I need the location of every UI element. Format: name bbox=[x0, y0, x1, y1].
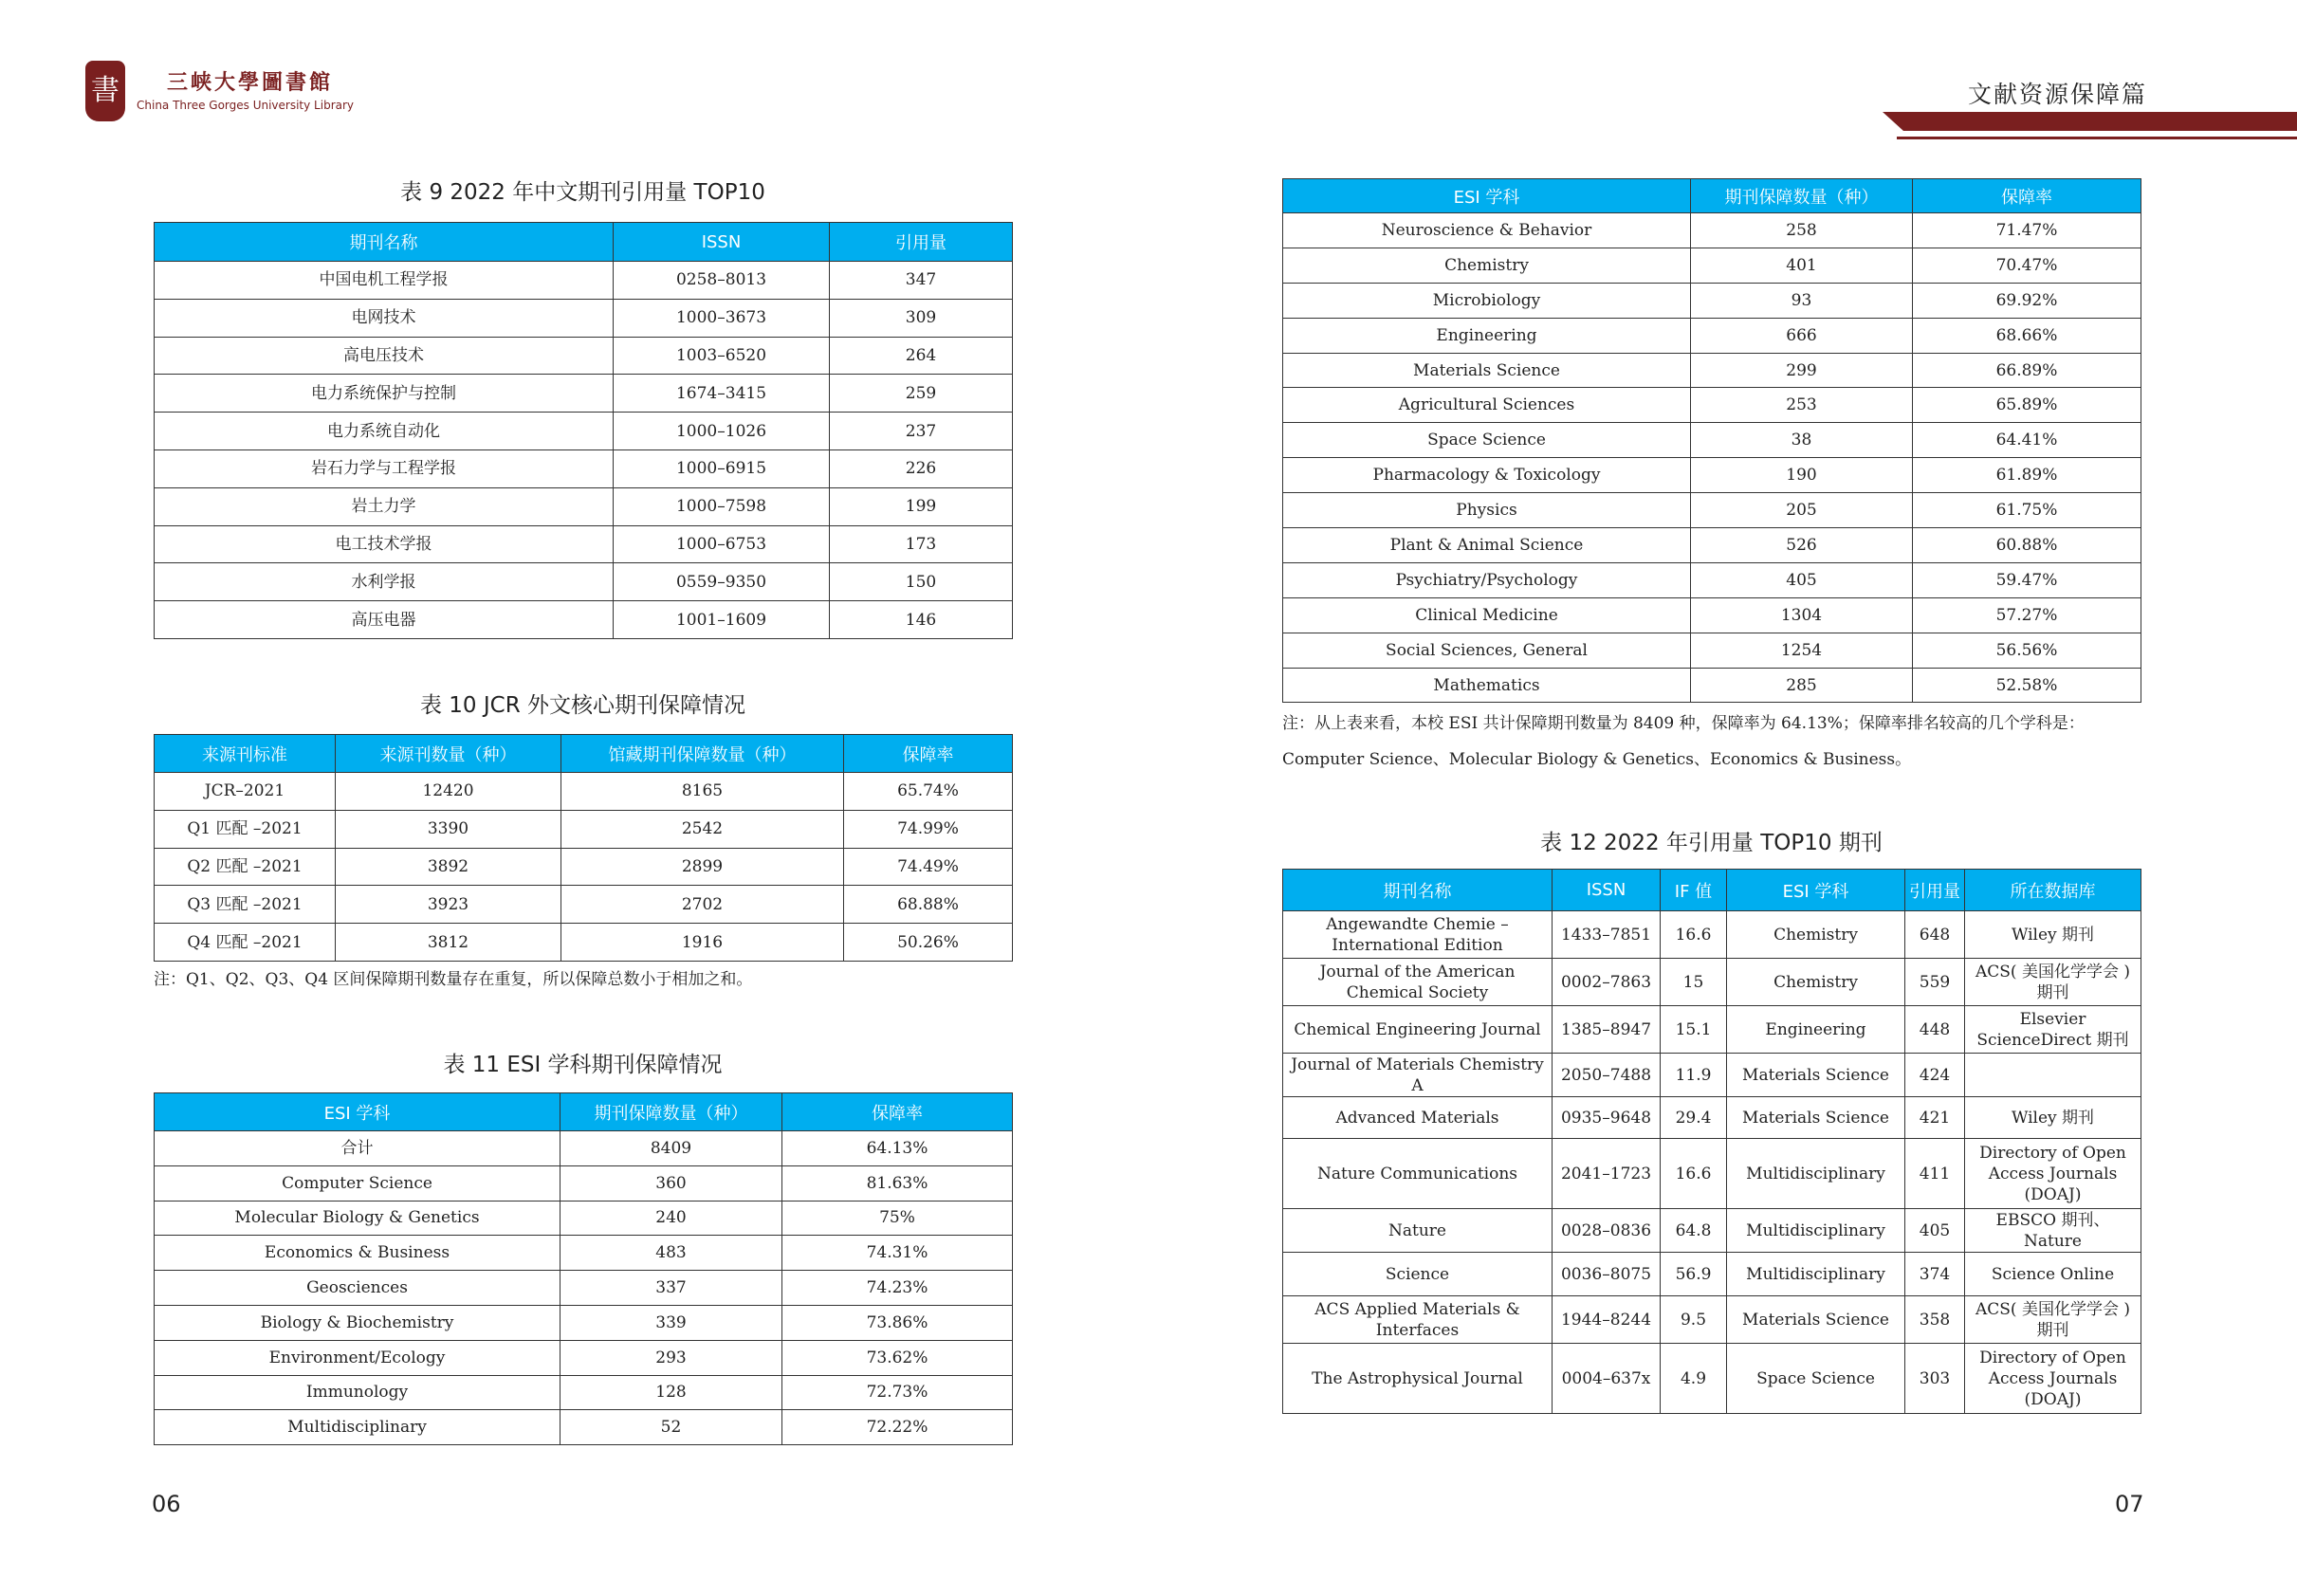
column-header: ISSN bbox=[1553, 870, 1661, 911]
table-cell: 68.66% bbox=[1913, 318, 2141, 353]
table-cell: 2899 bbox=[561, 848, 844, 886]
table-cell: 74.23% bbox=[782, 1271, 1013, 1306]
table-cell: 73.62% bbox=[782, 1340, 1013, 1375]
table-cell: Multidisciplinary bbox=[1727, 1253, 1905, 1296]
table-cell: 0935–9648 bbox=[1553, 1097, 1661, 1139]
table-cell: 1254 bbox=[1691, 633, 1913, 668]
table-cell: Directory of Open Access Journals (DOAJ) bbox=[1965, 1344, 2141, 1414]
table-row bbox=[1283, 528, 2141, 563]
table-cell: Wiley 期刊 bbox=[1965, 1097, 2141, 1139]
table-cell: 15 bbox=[1661, 959, 1727, 1006]
table-cell: 1000–7598 bbox=[614, 487, 830, 525]
table-cell: 253 bbox=[1691, 388, 1913, 423]
table-cell: 50.26% bbox=[844, 924, 1013, 962]
table-row bbox=[1283, 318, 2141, 353]
table-cell: 293 bbox=[560, 1340, 782, 1375]
table-row bbox=[155, 1271, 1013, 1306]
table-cell: 60.88% bbox=[1913, 528, 2141, 563]
table-cell: ACS( 美国化学学会 ) 期刊 bbox=[1965, 1296, 2141, 1344]
table-cell: 146 bbox=[830, 601, 1013, 639]
table-cell: Q4 匹配 –2021 bbox=[155, 924, 336, 962]
table-row bbox=[155, 886, 1013, 924]
table-row bbox=[155, 1410, 1013, 1445]
table-cell: 66.89% bbox=[1913, 353, 2141, 388]
table-cell: Chemical Engineering Journal bbox=[1283, 1006, 1553, 1054]
table-cell: EBSCO 期刊、Nature bbox=[1965, 1209, 2141, 1253]
table-row bbox=[1283, 1054, 2141, 1097]
column-header: 期刊保障数量（种） bbox=[1691, 179, 1913, 213]
table-cell: 3923 bbox=[336, 886, 561, 924]
table-cell: 中国电机工程学报 bbox=[155, 262, 614, 300]
table-cell: 4.9 bbox=[1661, 1344, 1727, 1414]
table-cell: 1916 bbox=[561, 924, 844, 962]
table-cell: Plant & Animal Science bbox=[1283, 528, 1691, 563]
column-header: 来源刊数量（种） bbox=[336, 735, 561, 773]
table-row bbox=[1283, 458, 2141, 493]
table-cell: 0004–637x bbox=[1553, 1344, 1661, 1414]
table-row bbox=[1283, 668, 2141, 703]
table-cell: 264 bbox=[830, 337, 1013, 375]
table-cell: 128 bbox=[560, 1375, 782, 1410]
table-cell: 69.92% bbox=[1913, 283, 2141, 318]
table-cell: 648 bbox=[1905, 911, 1965, 959]
table-11-caption: 表 11 ESI 学科期刊保障情况 bbox=[443, 1053, 723, 1077]
table-row bbox=[155, 810, 1013, 848]
table-cell: Journal of the American Chemical Society bbox=[1283, 959, 1553, 1006]
table-row bbox=[1283, 1253, 2141, 1296]
table-10-note: 注：Q1、Q2、Q3、Q4 区间保障期刊数量存在重复，所以保障总数小于相加之和。 bbox=[154, 970, 753, 989]
table-cell: 61.89% bbox=[1913, 458, 2141, 493]
table-row bbox=[1283, 1097, 2141, 1139]
column-header: 期刊名称 bbox=[155, 223, 614, 262]
table-cell: 56.56% bbox=[1913, 633, 2141, 668]
table-cell: 0036–8075 bbox=[1553, 1253, 1661, 1296]
table-cell bbox=[1965, 1054, 2141, 1097]
table-cell: 1944–8244 bbox=[1553, 1296, 1661, 1344]
logo-chinese-name: 三峡大學圖書館 bbox=[167, 70, 334, 95]
header-accent-line bbox=[1897, 137, 2297, 139]
table-cell: Materials Science bbox=[1283, 353, 1691, 388]
table-cell: 8165 bbox=[561, 773, 844, 811]
table-cell: 64.41% bbox=[1913, 423, 2141, 458]
column-header: 来源刊标准 bbox=[155, 735, 336, 773]
table-cell: 347 bbox=[830, 262, 1013, 300]
column-header: IF 值 bbox=[1661, 870, 1727, 911]
table-cell: 高电压技术 bbox=[155, 337, 614, 375]
table-row bbox=[155, 601, 1013, 639]
table-row bbox=[155, 1201, 1013, 1236]
table-row bbox=[155, 773, 1013, 811]
table-cell: 0028–0836 bbox=[1553, 1209, 1661, 1253]
table-cell: 237 bbox=[830, 413, 1013, 450]
table-cell: Mathematics bbox=[1283, 668, 1691, 703]
table-header-row bbox=[1283, 870, 2141, 911]
table-cell: 56.9 bbox=[1661, 1253, 1727, 1296]
table-row bbox=[1283, 959, 2141, 1006]
table-cell: ACS( 美国化学学会 ) 期刊 bbox=[1965, 959, 2141, 1006]
table-cell: 405 bbox=[1691, 562, 1913, 597]
table-cell: 水利学报 bbox=[155, 563, 614, 601]
table-cell: 2542 bbox=[561, 810, 844, 848]
table-cell: 258 bbox=[1691, 213, 1913, 248]
column-header: 所在数据库 bbox=[1965, 870, 2141, 911]
table-row bbox=[1283, 353, 2141, 388]
table-cell: 16.6 bbox=[1661, 1139, 1727, 1209]
table-row bbox=[155, 525, 1013, 563]
column-header: 引用量 bbox=[830, 223, 1013, 262]
table-row bbox=[155, 563, 1013, 601]
table-cell: 0559–9350 bbox=[614, 563, 830, 601]
table-cell: 71.47% bbox=[1913, 213, 2141, 248]
table-row bbox=[155, 848, 1013, 886]
table-cell: 358 bbox=[1905, 1296, 1965, 1344]
table-cell: 285 bbox=[1691, 668, 1913, 703]
table-cell: 73.86% bbox=[782, 1305, 1013, 1340]
table-row bbox=[1283, 283, 2141, 318]
table-cell: Q2 匹配 –2021 bbox=[155, 848, 336, 886]
table-cell: Biology & Biochemistry bbox=[155, 1305, 560, 1340]
table-row bbox=[1283, 1209, 2141, 1253]
table-cell: Nature Communications bbox=[1283, 1139, 1553, 1209]
table-cell: 1003–6520 bbox=[614, 337, 830, 375]
table-cell: 240 bbox=[560, 1201, 782, 1236]
table-cell: 483 bbox=[560, 1236, 782, 1271]
table-cell: 2050–7488 bbox=[1553, 1054, 1661, 1097]
table-cell: 2041–1723 bbox=[1553, 1139, 1661, 1209]
table-cell: Space Science bbox=[1727, 1344, 1905, 1414]
table-cell: Chemistry bbox=[1727, 911, 1905, 959]
table-cell: 150 bbox=[830, 563, 1013, 601]
table-row bbox=[155, 262, 1013, 300]
table-cell: 190 bbox=[1691, 458, 1913, 493]
table-row bbox=[155, 1340, 1013, 1375]
table-cell: 70.47% bbox=[1913, 248, 2141, 283]
table-row bbox=[1283, 1296, 2141, 1344]
table-cell: 3892 bbox=[336, 848, 561, 886]
table-cell: Directory of Open Access Journals (DOAJ) bbox=[1965, 1139, 2141, 1209]
table-10 bbox=[154, 734, 1013, 962]
table-11-note-line2: Computer Science、Molecular Biology & Genetics、Economics & Business。 bbox=[1282, 750, 1912, 769]
table-12 bbox=[1282, 869, 2141, 1414]
table-cell: 68.88% bbox=[844, 886, 1013, 924]
table-cell: Chemistry bbox=[1727, 959, 1905, 1006]
table-cell: 74.31% bbox=[782, 1236, 1013, 1271]
table-cell: 电工技术学报 bbox=[155, 525, 614, 563]
table-row bbox=[155, 449, 1013, 487]
table-cell: Wiley 期刊 bbox=[1965, 911, 2141, 959]
table-cell: Molecular Biology & Genetics bbox=[155, 1201, 560, 1236]
table-cell: Science Online bbox=[1965, 1253, 2141, 1296]
table-row bbox=[155, 487, 1013, 525]
table-cell: 559 bbox=[1905, 959, 1965, 1006]
column-header: 保障率 bbox=[1913, 179, 2141, 213]
column-header: 馆藏期刊保障数量（种） bbox=[561, 735, 844, 773]
table-cell: 72.73% bbox=[782, 1375, 1013, 1410]
table-cell: 8409 bbox=[560, 1131, 782, 1166]
table-cell: Physics bbox=[1283, 493, 1691, 528]
table-cell: Pharmacology & Toxicology bbox=[1283, 458, 1691, 493]
table-cell: 电网技术 bbox=[155, 299, 614, 337]
table-cell: 74.49% bbox=[844, 848, 1013, 886]
library-seal-icon: 書 bbox=[85, 61, 125, 121]
table-cell: Chemistry bbox=[1283, 248, 1691, 283]
table-cell: Multidisciplinary bbox=[1727, 1209, 1905, 1253]
table-9 bbox=[154, 222, 1013, 639]
table-cell: Materials Science bbox=[1727, 1097, 1905, 1139]
table-cell: 1000–3673 bbox=[614, 299, 830, 337]
column-header: ESI 学科 bbox=[1727, 870, 1905, 911]
table-12-caption: 表 12 2022 年引用量 TOP10 期刊 bbox=[1540, 831, 1883, 855]
table-row bbox=[155, 1236, 1013, 1271]
table-cell: 259 bbox=[830, 375, 1013, 413]
column-header: 期刊名称 bbox=[1283, 870, 1553, 911]
table-cell: 337 bbox=[560, 1271, 782, 1306]
table-cell: Science bbox=[1283, 1253, 1553, 1296]
table-cell: Social Sciences, General bbox=[1283, 633, 1691, 668]
table-cell: 360 bbox=[560, 1165, 782, 1201]
table-cell: 12420 bbox=[336, 773, 561, 811]
table-row bbox=[1283, 1006, 2141, 1054]
table-cell: 1385–8947 bbox=[1553, 1006, 1661, 1054]
page-number-left: 06 bbox=[152, 1491, 181, 1517]
table-row bbox=[1283, 911, 2141, 959]
table-cell: 电力系统自动化 bbox=[155, 413, 614, 450]
table-cell: Journal of Materials Chemistry A bbox=[1283, 1054, 1553, 1097]
table-cell: Psychiatry/Psychology bbox=[1283, 562, 1691, 597]
table-cell: 9.5 bbox=[1661, 1296, 1727, 1344]
table-header-row bbox=[155, 223, 1013, 262]
table-cell: 15.1 bbox=[1661, 1006, 1727, 1054]
column-header: 引用量 bbox=[1905, 870, 1965, 911]
table-row bbox=[1283, 493, 2141, 528]
table-row bbox=[1283, 597, 2141, 633]
table-row bbox=[155, 1165, 1013, 1201]
table-cell: Microbiology bbox=[1283, 283, 1691, 318]
table-cell: The Astrophysical Journal bbox=[1283, 1344, 1553, 1414]
table-row bbox=[155, 1375, 1013, 1410]
table-cell: Materials Science bbox=[1727, 1296, 1905, 1344]
table-cell: ACS Applied Materials & Interfaces bbox=[1283, 1296, 1553, 1344]
table-cell: 299 bbox=[1691, 353, 1913, 388]
table-cell: 16.6 bbox=[1661, 911, 1727, 959]
table-row bbox=[1283, 562, 2141, 597]
table-cell: 226 bbox=[830, 449, 1013, 487]
table-cell: 61.75% bbox=[1913, 493, 2141, 528]
table-cell: 72.22% bbox=[782, 1410, 1013, 1445]
table-row bbox=[155, 1131, 1013, 1166]
table-cell: 岩土力学 bbox=[155, 487, 614, 525]
table-cell: Engineering bbox=[1283, 318, 1691, 353]
table-cell: 309 bbox=[830, 299, 1013, 337]
table-cell: 65.74% bbox=[844, 773, 1013, 811]
table-cell: 59.47% bbox=[1913, 562, 2141, 597]
table-cell: 74.99% bbox=[844, 810, 1013, 848]
table-cell: Computer Science bbox=[155, 1165, 560, 1201]
table-cell: Multidisciplinary bbox=[1727, 1139, 1905, 1209]
header-accent-bar bbox=[1883, 112, 2297, 131]
table-cell: 52.58% bbox=[1913, 668, 2141, 703]
table-row bbox=[1283, 1344, 2141, 1414]
table-row bbox=[155, 1305, 1013, 1340]
table-cell: 65.89% bbox=[1913, 388, 2141, 423]
table-cell: Advanced Materials bbox=[1283, 1097, 1553, 1139]
table-row bbox=[155, 299, 1013, 337]
table-cell: 1674–3415 bbox=[614, 375, 830, 413]
table-cell: 1433–7851 bbox=[1553, 911, 1661, 959]
table-cell: 1304 bbox=[1691, 597, 1913, 633]
table-cell: Q1 匹配 –2021 bbox=[155, 810, 336, 848]
table-cell: 405 bbox=[1905, 1209, 1965, 1253]
table-cell: Elsevier ScienceDirect 期刊 bbox=[1965, 1006, 2141, 1054]
table-header-row bbox=[155, 1093, 1013, 1131]
table-row bbox=[1283, 633, 2141, 668]
library-logo bbox=[85, 61, 370, 127]
table-cell: Neuroscience & Behavior bbox=[1283, 213, 1691, 248]
table-cell: 526 bbox=[1691, 528, 1913, 563]
table-10-caption: 表 10 JCR 外文核心期刊保障情况 bbox=[419, 693, 746, 718]
table-header-row bbox=[155, 735, 1013, 773]
table-cell: 93 bbox=[1691, 283, 1913, 318]
table-cell: 303 bbox=[1905, 1344, 1965, 1414]
table-cell: 421 bbox=[1905, 1097, 1965, 1139]
table-cell: 11.9 bbox=[1661, 1054, 1727, 1097]
column-header: 保障率 bbox=[782, 1093, 1013, 1131]
table-row bbox=[155, 924, 1013, 962]
column-header: 保障率 bbox=[844, 735, 1013, 773]
table-cell: 424 bbox=[1905, 1054, 1965, 1097]
table-row bbox=[1283, 1139, 2141, 1209]
table-cell: 0258–8013 bbox=[614, 262, 830, 300]
table-cell: 电力系统保护与控制 bbox=[155, 375, 614, 413]
section-title: 文献资源保障篇 bbox=[1967, 81, 2147, 108]
table-cell: Environment/Ecology bbox=[155, 1340, 560, 1375]
table-row bbox=[1283, 388, 2141, 423]
table-9-caption: 表 9 2022 年中文期刊引用量 TOP10 bbox=[400, 180, 765, 205]
table-cell: 401 bbox=[1691, 248, 1913, 283]
table-cell: Space Science bbox=[1283, 423, 1691, 458]
table-cell: Geosciences bbox=[155, 1271, 560, 1306]
table-cell: 高压电器 bbox=[155, 601, 614, 639]
table-cell: 339 bbox=[560, 1305, 782, 1340]
table-cell: Nature bbox=[1283, 1209, 1553, 1253]
table-cell: 0002–7863 bbox=[1553, 959, 1661, 1006]
column-header: 期刊保障数量（种） bbox=[560, 1093, 782, 1131]
table-cell: 岩石力学与工程学报 bbox=[155, 449, 614, 487]
table-cell: Engineering bbox=[1727, 1006, 1905, 1054]
table-11-continued bbox=[1282, 178, 2141, 703]
table-cell: 81.63% bbox=[782, 1165, 1013, 1201]
table-cell: 29.4 bbox=[1661, 1097, 1727, 1139]
table-cell: 38 bbox=[1691, 423, 1913, 458]
table-row bbox=[155, 375, 1013, 413]
table-cell: Clinical Medicine bbox=[1283, 597, 1691, 633]
table-cell: 75% bbox=[782, 1201, 1013, 1236]
table-11 bbox=[154, 1092, 1013, 1445]
table-row bbox=[155, 337, 1013, 375]
column-header: ESI 学科 bbox=[155, 1093, 560, 1131]
table-cell: 52 bbox=[560, 1410, 782, 1445]
table-cell: Angewandte Chemie – International Edition bbox=[1283, 911, 1553, 959]
table-row bbox=[155, 413, 1013, 450]
table-row bbox=[1283, 248, 2141, 283]
table-cell: 1000–1026 bbox=[614, 413, 830, 450]
table-cell: 374 bbox=[1905, 1253, 1965, 1296]
logo-english-name: China Three Gorges University Library bbox=[137, 99, 355, 112]
table-cell: 1000–6753 bbox=[614, 525, 830, 563]
table-cell: 合计 bbox=[155, 1131, 560, 1166]
table-cell: Materials Science bbox=[1727, 1054, 1905, 1097]
table-cell: 64.13% bbox=[782, 1131, 1013, 1166]
table-cell: Immunology bbox=[155, 1375, 560, 1410]
table-cell: Q3 匹配 –2021 bbox=[155, 886, 336, 924]
column-header: ISSN bbox=[614, 223, 830, 262]
table-cell: 666 bbox=[1691, 318, 1913, 353]
page-number-right: 07 bbox=[2115, 1491, 2144, 1517]
table-cell: 2702 bbox=[561, 886, 844, 924]
table-cell: Economics & Business bbox=[155, 1236, 560, 1271]
table-cell: JCR–2021 bbox=[155, 773, 336, 811]
table-cell: 3390 bbox=[336, 810, 561, 848]
table-row bbox=[1283, 423, 2141, 458]
table-cell: Agricultural Sciences bbox=[1283, 388, 1691, 423]
table-cell: 3812 bbox=[336, 924, 561, 962]
table-cell: 205 bbox=[1691, 493, 1913, 528]
table-cell: 411 bbox=[1905, 1139, 1965, 1209]
table-cell: Multidisciplinary bbox=[155, 1410, 560, 1445]
table-cell: 64.8 bbox=[1661, 1209, 1727, 1253]
table-cell: 199 bbox=[830, 487, 1013, 525]
table-cell: 173 bbox=[830, 525, 1013, 563]
table-cell: 1000–6915 bbox=[614, 449, 830, 487]
table-cell: 1001–1609 bbox=[614, 601, 830, 639]
table-11-note-line1: 注：从上表来看，本校 ESI 共计保障期刊数量为 8409 种，保障率为 64.13%；保障率排名较高的几个学科是： bbox=[1282, 714, 2085, 733]
column-header: ESI 学科 bbox=[1283, 179, 1691, 213]
table-header-row bbox=[1283, 179, 2141, 213]
table-row bbox=[1283, 213, 2141, 248]
table-cell: 57.27% bbox=[1913, 597, 2141, 633]
table-cell: 448 bbox=[1905, 1006, 1965, 1054]
